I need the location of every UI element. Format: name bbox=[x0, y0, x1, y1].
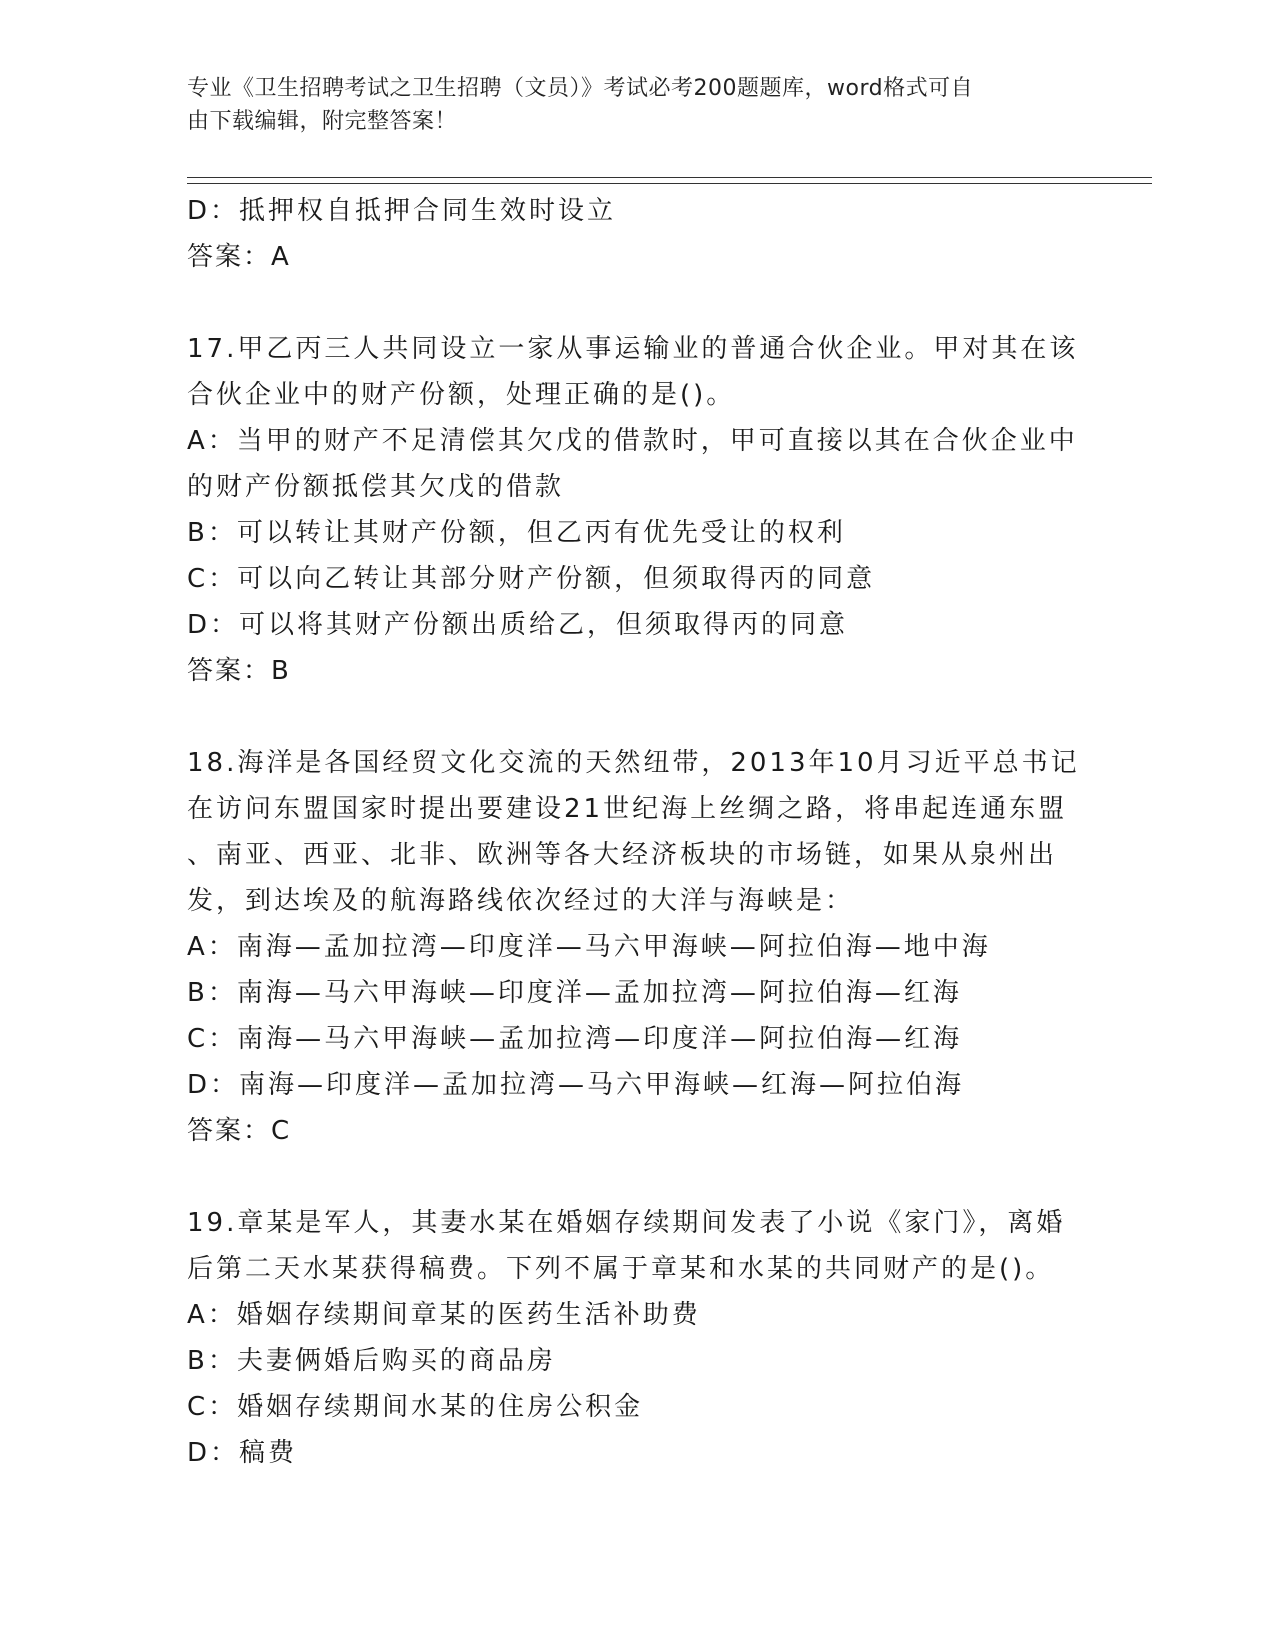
option-b: B：南海—马六甲海峡—印度洋—孟加拉湾—阿拉伯海—红海 bbox=[187, 978, 962, 1008]
question-stem-cont: 发，到达埃及的航海路线依次经过的大洋与海峡是： bbox=[187, 886, 855, 916]
question-19 bbox=[187, 1200, 1107, 1476]
header-line-1: 专业《卫生招聘考试之卫生招聘（文员）》考试必考200题题库，word格式可自 bbox=[187, 76, 974, 101]
header-line-2: 由下载编辑，附完整答案！ bbox=[187, 109, 458, 134]
option-a: A：南海—孟加拉湾—印度洋—马六甲海峡—阿拉伯海—地中海 bbox=[187, 932, 991, 962]
option-a-cont: 的财产份额抵偿其欠戊的借款 bbox=[187, 472, 565, 502]
answer: 答案：C bbox=[187, 1116, 292, 1146]
option-b: B：夫妻俩婚后购买的商品房 bbox=[187, 1346, 556, 1376]
header-rule-bottom bbox=[187, 183, 1152, 184]
header-rule-top bbox=[187, 177, 1152, 178]
option-b: B：可以转让其财产份额，但乙丙有优先受让的权利 bbox=[187, 518, 846, 548]
option-a: A：当甲的财产不足清偿其欠戊的借款时，甲可直接以其在合伙企业中 bbox=[187, 426, 1078, 456]
question-stem: 19.章某是军人，其妻水某在婚姻存续期间发表了小说《家门》，离婚 bbox=[187, 1208, 1066, 1238]
questions-content bbox=[187, 188, 1107, 1476]
question-stem: 17.甲乙丙三人共同设立一家从事运输业的普通合伙企业。甲对其在该 bbox=[187, 334, 1079, 364]
option-d: D：抵押权自抵押合同生效时设立 bbox=[187, 196, 617, 226]
question-stem-cont: 、南亚、西亚、北非、欧洲等各大经济板块的市场链，如果从泉州出 bbox=[187, 840, 1058, 870]
option-c: C：可以向乙转让其部分财产份额，但须取得丙的同意 bbox=[187, 564, 876, 594]
question-stem-cont: 后第二天水某获得稿费。下列不属于章某和水某的共同财产的是()。 bbox=[187, 1254, 1055, 1284]
option-a: A：婚姻存续期间章某的医药生活补助费 bbox=[187, 1300, 701, 1330]
option-c: C：婚姻存续期间水某的住房公积金 bbox=[187, 1392, 644, 1422]
question-16-tail bbox=[187, 188, 1107, 280]
answer: 答案：B bbox=[187, 656, 291, 686]
question-stem: 18.海洋是各国经贸文化交流的天然纽带，2013年10月习近平总书记 bbox=[187, 748, 1080, 778]
document-header bbox=[187, 72, 1067, 138]
option-c: C：南海—马六甲海峡—孟加拉湾—印度洋—阿拉伯海—红海 bbox=[187, 1024, 963, 1054]
question-stem-cont: 在访问东盟国家时提出要建设21世纪海上丝绸之路，将串起连通东盟 bbox=[187, 794, 1068, 824]
question-stem-cont: 合伙企业中的财产份额，处理正确的是()。 bbox=[187, 380, 736, 410]
option-d: D：可以将其财产份额出质给乙，但须取得丙的同意 bbox=[187, 610, 849, 640]
question-17 bbox=[187, 326, 1107, 694]
option-d: D：南海—印度洋—孟加拉湾—马六甲海峡—红海—阿拉伯海 bbox=[187, 1070, 965, 1100]
question-18 bbox=[187, 740, 1107, 1154]
option-d: D：稿费 bbox=[187, 1438, 298, 1468]
answer: 答案：A bbox=[187, 242, 291, 272]
